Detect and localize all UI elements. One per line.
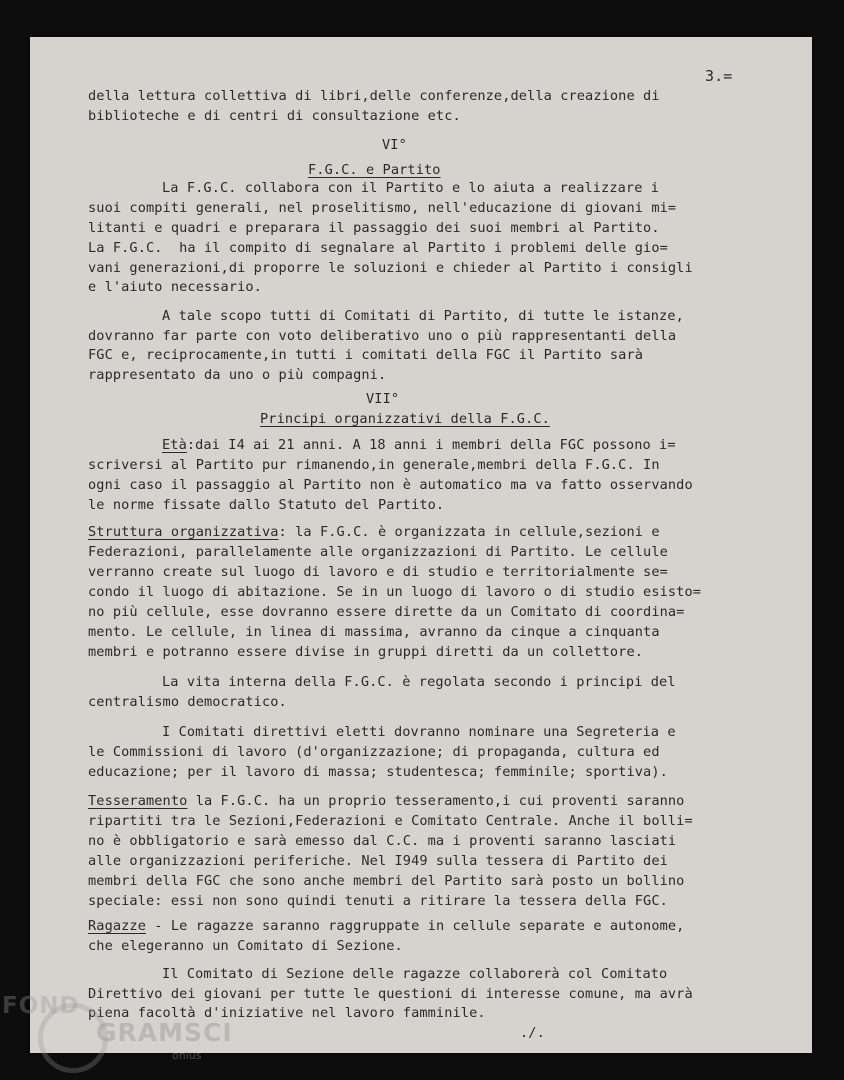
subheading-struttura: Struttura organizzativa <box>88 524 279 540</box>
text-line: I Comitati direttivi eletti dovranno nominare una Segreteria e <box>162 724 676 740</box>
subheading-eta: Età <box>162 437 187 453</box>
text-span: :dai I4 ai 21 anni. A 18 anni i membri della FGC possono i= <box>186 437 676 453</box>
typewritten-text <box>30 37 812 1053</box>
text-line <box>162 436 676 454</box>
text-span: la F.G.C. ha un proprio tesseramento,i cui proventi saranno <box>187 793 685 809</box>
text-line: A tale scopo tutti di Comitati di Partito, di tutte le istanze, <box>162 308 684 324</box>
text-line: ripartiti tra le Sezioni,Federazioni e Comitato Centrale. Anche il bolli= <box>88 813 693 829</box>
continuation-mark: ./. <box>520 1025 545 1041</box>
page-number: 3.= <box>705 67 733 85</box>
text-line: della lettura collettiva di libri,delle conferenze,della creazione di <box>88 88 660 104</box>
text-line: Direttivo dei giovani per tutte le questioni di interesse comune, ma avrà <box>88 986 693 1002</box>
text-line: verranno create sul luogo di lavoro e di studio e territorialmente se= <box>88 564 668 580</box>
watermark-text: onlus <box>172 1049 202 1062</box>
text-line: scriversi al Partito pur rimanendo,in generale,membri della F.G.C. In <box>88 457 660 473</box>
text-line: no è obbligatorio e sarà emesso dal C.C. ma i proventi saranno lasciati <box>88 833 677 849</box>
text-line: vani generazioni,di proporre le soluzioni e chieder al Partito i consigli <box>88 260 693 276</box>
text-line: La vita interna della F.G.C. è regolata secondo i principi del <box>162 674 676 690</box>
text-line: speciale: essi non sono quindi tenuti a ritirare la tessera della FGC. <box>88 893 668 909</box>
text-line: litanti e quadri e preparara il passaggio dei suoi membri al Partito. <box>88 220 660 236</box>
text-line: biblioteche e di centri di consultazione etc. <box>88 108 461 124</box>
text-line: centralismo democratico. <box>88 694 287 710</box>
text-line: condo il luogo di abitazione. Se in un luogo di lavoro o di studio esisto= <box>88 584 702 600</box>
text-line: suoi compiti generali, nel proselitismo, nell'educazione di giovani mi= <box>88 200 677 216</box>
text-line: La F.G.C. collabora con il Partito e lo aiuta a realizzare i <box>162 180 660 196</box>
watermark-text: FOND <box>2 993 80 1019</box>
section-title: Principi organizzativi della F.G.C. <box>260 411 550 427</box>
subheading-ragazze: Ragazze <box>88 918 146 934</box>
text-line: le Commissioni di lavoro (d'organizzazione; di propaganda, cultura ed <box>88 744 660 760</box>
section-numeral: VI° <box>382 137 407 153</box>
text-line: ogni caso il passaggio al Partito non è automatico ma va fatto osservando <box>88 477 693 493</box>
text-line: Federazioni, parallelamente alle organizzazioni di Partito. Le cellule <box>88 544 668 560</box>
text-line: rappresentato da uno o più compagni. <box>88 367 387 383</box>
section-title: F.G.C. e Partito <box>308 162 441 178</box>
subheading-tesseramento: Tesseramento <box>88 793 188 809</box>
text-line: educazione; per il lavoro di massa; studentesca; femminile; sportiva). <box>88 764 668 780</box>
text-line: La F.G.C. ha il compito di segnalare al Partito i problemi delle gio= <box>88 240 668 256</box>
text-line: no più cellule, esse dovranno essere dirette da un Comitato di coordina= <box>88 604 685 620</box>
text-line: dovranno far parte con voto deliberativo uno o più rappresentanti della <box>88 328 677 344</box>
watermark-text: GRAMSCI <box>96 1018 233 1047</box>
text-span: : la F.G.C. è organizzata in cellule,sezioni e <box>278 524 660 540</box>
text-line <box>88 523 660 541</box>
text-line: membri e potranno essere divise in gruppi diretti da un collettore. <box>88 644 644 660</box>
text-line: le norme fissate dallo Statuto del Partito. <box>88 497 445 513</box>
text-line: membri della FGC che sono anche membri del Partito sarà posto un bollino <box>88 873 685 889</box>
text-line: che elegeranno un Comitato di Sezione. <box>88 938 403 954</box>
section-numeral: VII° <box>366 391 400 407</box>
text-line <box>88 917 684 935</box>
text-line: FGC e, reciprocamente,in tutti i comitati della FGC il Partito sarà <box>88 347 644 363</box>
text-line <box>88 792 684 810</box>
document-page <box>30 37 812 1053</box>
text-line: Il Comitato di Sezione delle ragazze collaborerà col Comitato <box>162 966 668 982</box>
text-line: e l'aiuto necessario. <box>88 279 262 295</box>
text-line: piena facoltà d'iniziative nel lavoro famminile. <box>88 1005 486 1021</box>
text-line: mento. Le cellule, in linea di massima, avranno da cinque a cinquanta <box>88 624 660 640</box>
text-line: alle organizzazioni periferiche. Nel I949 sulla tessera di Partito dei <box>88 853 668 869</box>
text-span: - Le ragazze saranno raggruppate in cellule separate e autonome, <box>146 918 685 934</box>
